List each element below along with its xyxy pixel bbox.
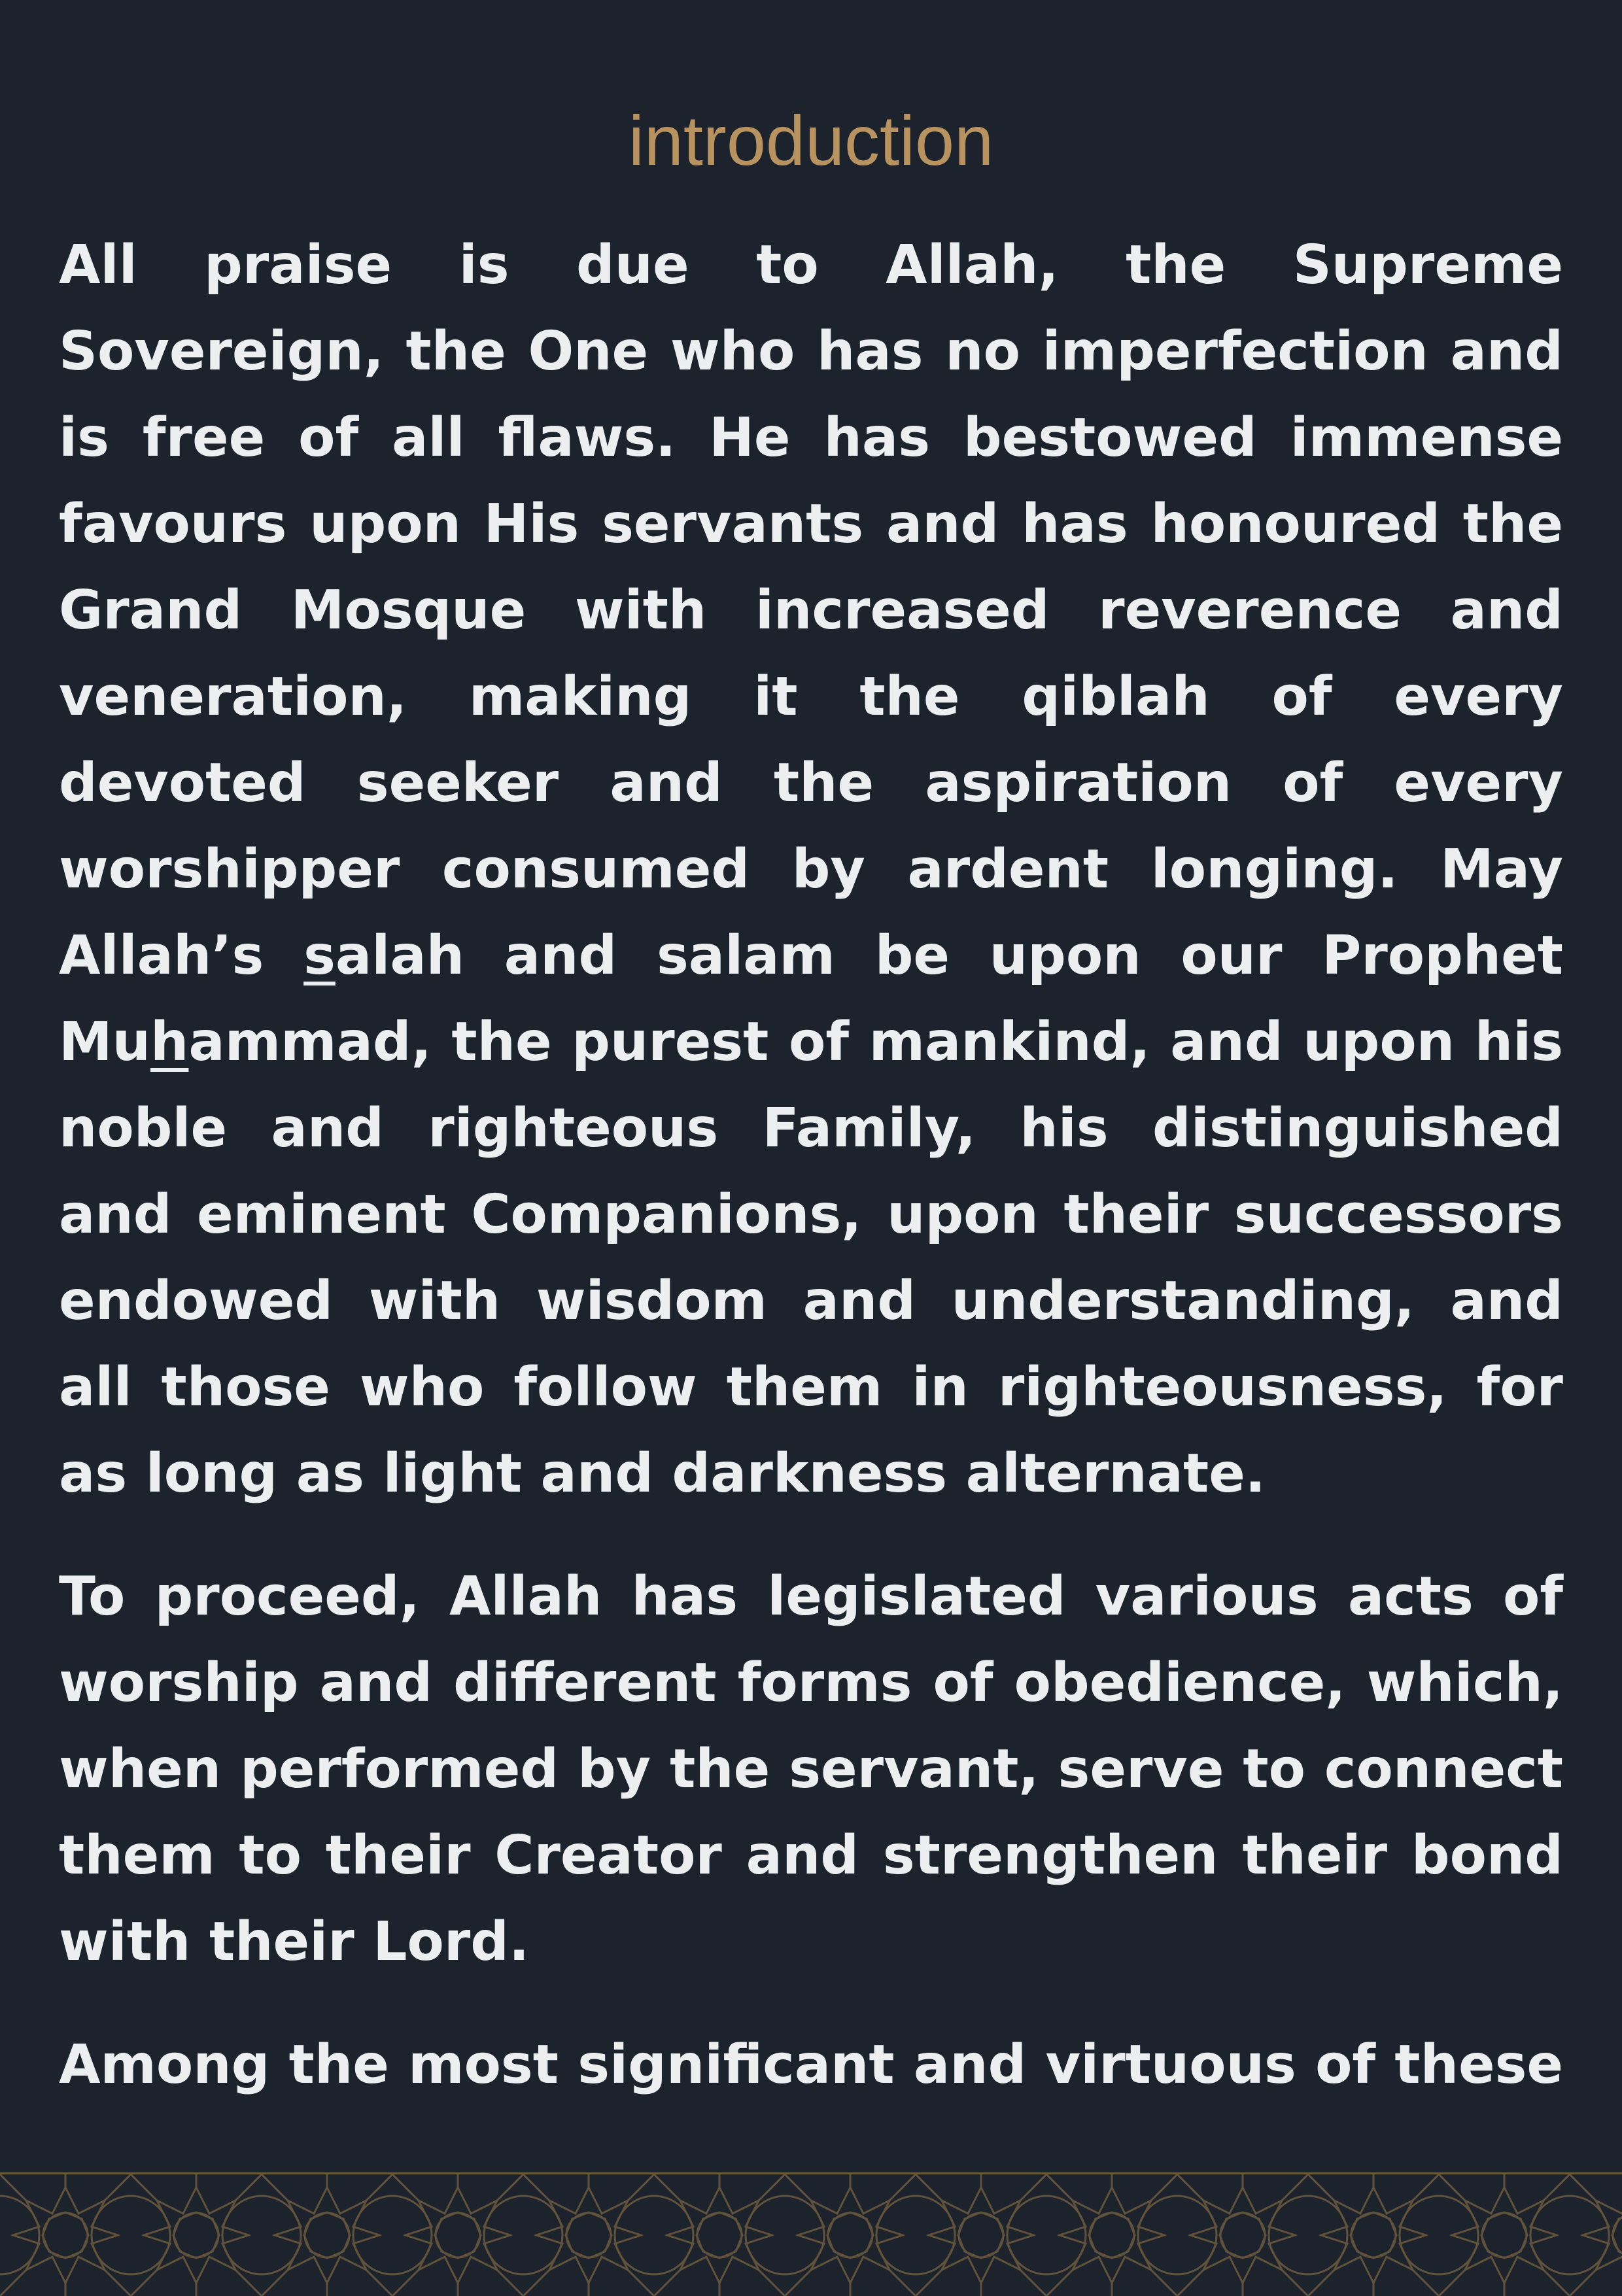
geometric-star-pattern-icon (0, 2174, 1622, 2296)
underlined-letter-s: s (303, 925, 336, 987)
paragraph-3: Among the most significant and virtuous of these (59, 2034, 1563, 2096)
page-title: introduction (628, 101, 994, 180)
paragraph-1-part-1: All praise is due to Allah, the Supreme Sovereign, the One who has no imperfection and is free of all flaws. He has bestowed immense favours upon His servants and has honoured the Grand Mosque with increased reverence and veneration, making it the qiblah of every devoted seeker and the aspiration of every worshipper consumed by ardent longing. May Allah’s (59, 234, 1563, 987)
paragraph-1-part-2: alah and salam be upon our Prophet Mu (59, 925, 1563, 1073)
footer-ornament-band (0, 2172, 1622, 2296)
paragraph-2: To proceed, Allah has legislated various acts of worship and different forms of obedience, which, when performed by the servant, serve to connect them to their Creator and strengthen their bond with their Lord. (59, 1566, 1563, 1973)
paragraph-1 (59, 222, 1563, 1517)
underlined-letter-h: h (150, 1011, 189, 1073)
paragraph-1-part-3: ammad, the purest of mankind, and upon his noble and righteous Family, his distinguished and eminent Companions, upon their successors endowed with wisdom and understanding, and all those who follow them in righteousness, for as long as light and darkness alternate. (59, 1011, 1563, 1505)
document-body (59, 222, 1563, 2145)
